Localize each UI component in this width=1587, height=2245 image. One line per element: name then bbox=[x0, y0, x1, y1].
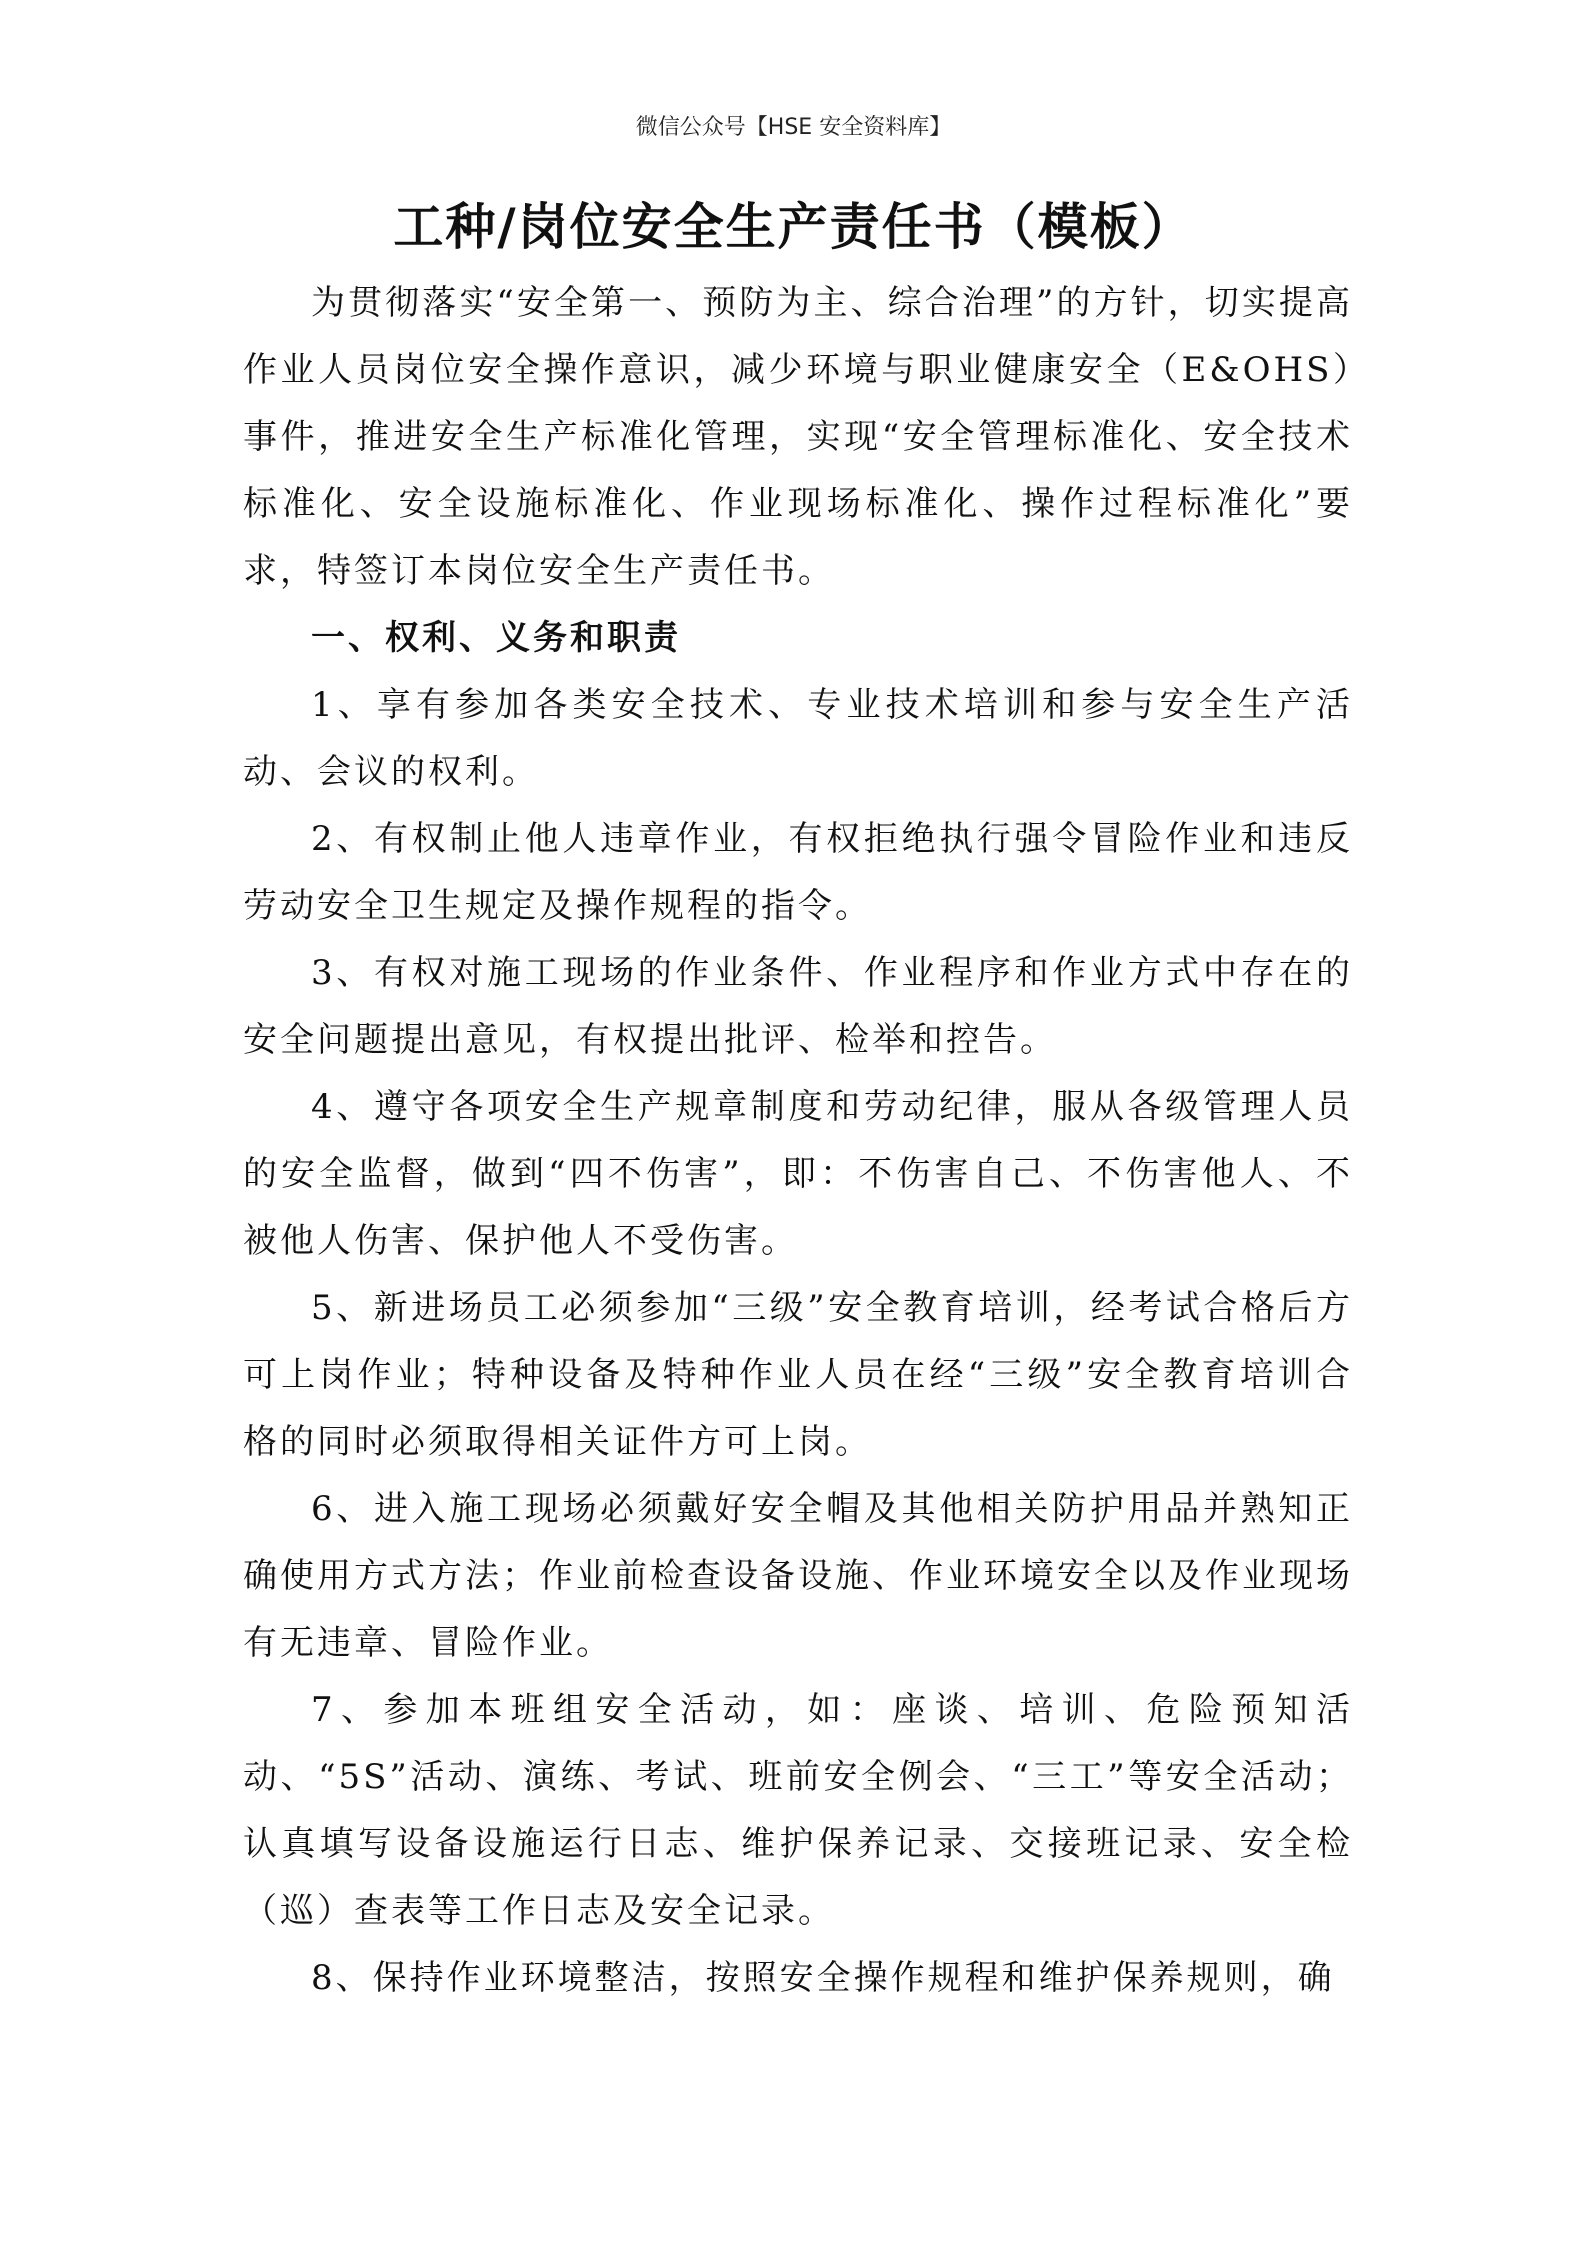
intro-paragraph: 为贯彻落实“安全第一、预防为主、综合治理”的方针，切实提高作业人员岗位安全操作意识，减少环境与职业健康安全（E&OHS）事件，推进安全生产标准化管理，实现“安全管理标准化、安全技术标准化、安全设施标准化、作业现场标准化、操作过程标准化”要求，特签订本岗位安全生产责任书。 bbox=[243, 283, 1353, 591]
list-item: 5、新进场员工必须参加“三级”安全教育培训，经考试合格后方可上岗作业；特种设备及特种作业人员在经“三级”安全教育培训合格的同时必须取得相关证件方可上岗。 bbox=[243, 1288, 1353, 1462]
list-item: 3、有权对施工现场的作业条件、作业程序和作业方式中存在的安全问题提出意见，有权提出批评、检举和控告。 bbox=[243, 953, 1353, 1060]
list-item: 8、保持作业环境整洁，按照安全操作规程和维护保养规则，确 bbox=[311, 1958, 1335, 1998]
document-title: 工种/岗位安全生产责任书（模板） bbox=[393, 198, 1194, 256]
list-item: 2、有权制止他人违章作业，有权拒绝执行强令冒险作业和违反劳动安全卫生规定及操作规程的指令。 bbox=[243, 819, 1353, 926]
list-item: 4、遵守各项安全生产规章制度和劳动纪律，服从各级管理人员的安全监督，做到“四不伤害”，即：不伤害自己、不伤害他人、不被他人伤害、保护他人不受伤害。 bbox=[243, 1087, 1353, 1261]
list-item: 7、参加本班组安全活动，如：座谈、培训、危险预知活动、“5S”活动、演练、考试、班前安全例会、“三工”等安全活动；认真填写设备设施运行日志、维护保养记录、交接班记录、安全检（巡）查表等工作日志及安全记录。 bbox=[243, 1690, 1353, 1931]
list-item: 6、进入施工现场必须戴好安全帽及其他相关防护用品并熟知正确使用方式方法；作业前检查设备设施、作业环境安全以及作业现场有无违章、冒险作业。 bbox=[243, 1489, 1353, 1663]
list-item: 1、享有参加各类安全技术、专业技术培训和参与安全生产活动、会议的权利。 bbox=[243, 685, 1353, 792]
section-heading: 一、权利、义务和职责 bbox=[311, 618, 681, 658]
page-header: 微信公众号【HSE 安全资料库】 bbox=[635, 115, 952, 140]
document-body bbox=[243, 270, 1353, 2012]
